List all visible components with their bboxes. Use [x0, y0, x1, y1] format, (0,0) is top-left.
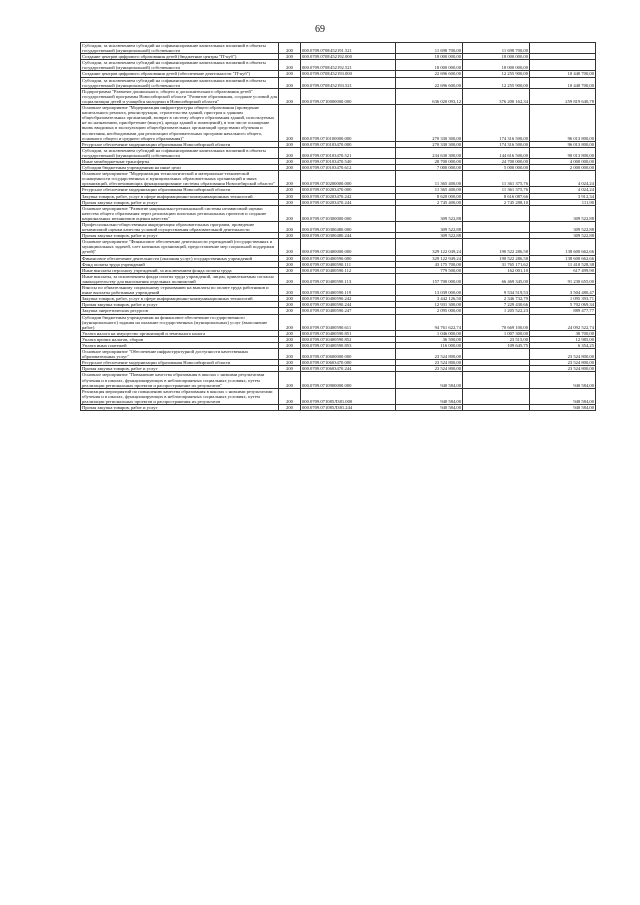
row-name-cell: Создание центров цифрового образования детей (бюджетные центры "IT-куб") [81, 54, 279, 60]
amount-remainder-cell: 309 522,88 [530, 233, 596, 239]
table-row [81, 273, 596, 284]
amount-executed-cell: 144 616 500,00 [463, 147, 530, 158]
grbs-code-cell: 200 [279, 71, 301, 77]
amount-remainder-cell: 10 440 700,00 [530, 77, 596, 88]
kbk-code-cell: 000.0709.0710100000.000 [301, 105, 396, 142]
row-name-cell: Прочая закупка товаров, работ и услуг [81, 366, 279, 372]
amount-executed-cell: 174 316 500,00 [463, 105, 530, 142]
amount-remainder-cell: 940 584,00 [530, 405, 596, 411]
table-row [81, 193, 596, 199]
grbs-code-cell: 200 [279, 366, 301, 372]
kbk-code-cell: 000.0709.0710400590.113 [301, 273, 396, 284]
amount-plan-cell: 234 630 300,00 [396, 147, 463, 158]
kbk-code-cell: 000.0709.0710400590.851 [301, 330, 396, 336]
kbk-code-cell: 000.0709.0710900000.000 [301, 372, 396, 388]
row-name-cell: Закупка товаров, работ, услуг в сфере информационно-коммуникационных технологий [81, 193, 279, 199]
amount-plan-cell: 11 698 700,00 [396, 43, 463, 54]
amount-remainder-cell: 12 985,00 [530, 336, 596, 342]
grbs-code-cell: 200 [279, 171, 301, 187]
table-row [81, 222, 596, 233]
kbk-code-cell: 000.0709.0710300000.000 [301, 205, 396, 221]
amount-executed-cell: 23 515,00 [463, 336, 530, 342]
amount-plan-cell: 22 696 600,00 [396, 77, 463, 88]
amount-plan-cell: 157 700 000,00 [396, 273, 463, 284]
grbs-code-cell: 200 [279, 314, 301, 330]
amount-executed-cell: 12 255 900,00 [463, 77, 530, 88]
amount-plan-cell: 7 000 000,00 [396, 165, 463, 171]
grbs-code-cell: 200 [279, 88, 301, 104]
amount-plan-cell: 329 122 049,24 [396, 239, 463, 255]
kbk-code-cell: 000.0709.0710600000.000 [301, 349, 396, 360]
kbk-code-cell: 000.0709.0710400590.852 [301, 336, 396, 342]
amount-executed-cell: 11 361 375,76 [463, 187, 530, 193]
amount-plan-cell: 116 000,00 [396, 342, 463, 348]
amount-remainder-cell: 940 584,00 [530, 388, 596, 404]
row-name-cell: Уплата прочих налогов, сборов [81, 336, 279, 342]
amount-plan-cell: 940 584,00 [396, 372, 463, 388]
amount-remainder-cell [530, 43, 596, 54]
amount-remainder-cell: 3 504 480,47 [530, 285, 596, 296]
amount-executed-cell: 18 000 000,00 [463, 60, 530, 71]
amount-plan-cell: 2 095 000,00 [396, 308, 463, 314]
amount-executed-cell: 2 745 288,10 [463, 199, 530, 205]
row-name-cell: Прочая закупка товаров, работ и услуг [81, 199, 279, 205]
row-name-cell: Основное мероприятие "Обеспечение инфраструктурной доступности качественных образовательных услуг" [81, 349, 279, 360]
table-row [81, 349, 596, 360]
kbk-code-cell: 000.0709.0710400000.000 [301, 239, 396, 255]
row-name-cell: Субсидии, за исключением субсидий на софинансирование капитальных вложений в объекты государственной (муниципальной) собственности [81, 43, 279, 54]
row-name-cell: Прочая закупка товаров, работ и услуг [81, 233, 279, 239]
amount-remainder-cell: 10 440 700,00 [530, 71, 596, 77]
kbk-code-cell: 000.0709.0710400590.242 [301, 296, 396, 302]
amount-executed-cell: 18 000 000,00 [463, 54, 530, 60]
kbk-code-cell: 000.0709.0710203470.242 [301, 193, 396, 199]
amount-plan-cell: 270 330 300,00 [396, 141, 463, 147]
row-name-cell: Закупка товаров, работ, услуг в сфере информационно-коммуникационных технологий [81, 296, 279, 302]
amount-remainder-cell: 4 000 000,00 [530, 158, 596, 164]
grbs-code-cell: 200 [279, 372, 301, 388]
amount-plan-cell: 13 039 000,00 [396, 285, 463, 296]
grbs-code-cell: 200 [279, 261, 301, 267]
amount-plan-cell: 309 522,88 [396, 222, 463, 233]
grbs-code-cell: 200 [279, 336, 301, 342]
grbs-code-cell: 200 [279, 360, 301, 366]
amount-remainder-cell: 4 024,24 [530, 187, 596, 193]
amount-plan-cell: 11 365 400,00 [396, 171, 463, 187]
grbs-code-cell: 200 [279, 193, 301, 199]
kbk-code-cell: 000.0709.0710400590.000 [301, 255, 396, 261]
amount-plan-cell: 8 620 000,00 [396, 193, 463, 199]
kbk-code-cell: 000.0709.0710400590.611 [301, 314, 396, 330]
row-name-cell: Прочая закупка товаров, работ и услуг [81, 302, 279, 308]
kbk-code-cell: 000.0709.0710400590.112 [301, 267, 396, 273]
table-row [81, 187, 596, 193]
grbs-code-cell: 200 [279, 158, 301, 164]
amount-plan-cell: 2 745 400,00 [396, 199, 463, 205]
amount-plan-cell: 309 522,88 [396, 205, 463, 221]
row-name-cell: Субсидии, за исключением субсидий на софинансирование капитальных вложений в объекты государственной (муниципальной) собственности [81, 77, 279, 88]
amount-plan-cell: 23 524 800,00 [396, 349, 463, 360]
amount-remainder-cell: 2 000 000,00 [530, 165, 596, 171]
grbs-code-cell: 200 [279, 187, 301, 193]
grbs-code-cell: 200 [279, 330, 301, 336]
kbk-code-cell: 000.0709.0710400590.244 [301, 302, 396, 308]
amount-remainder-cell: 940 584,00 [530, 372, 596, 388]
amount-executed-cell [463, 222, 530, 233]
row-name-cell: Ресурсное обеспечение модернизации образования Новосибирской области [81, 187, 279, 193]
table-row [81, 267, 596, 273]
row-name-cell: Основное мероприятие "Финансовое обеспечение деятельности учреждений (государственных и муниципальных задачей, слет казенных организаций, предоставление мер социальной поддержки детей)" [81, 239, 279, 255]
kbk-code-cell: 000.0709.070E452192.000 [301, 54, 396, 60]
amount-plan-cell: 94 761 622,74 [396, 314, 463, 330]
table-row [81, 405, 596, 411]
kbk-code-cell: 000.0709.070E452193.521 [301, 77, 396, 88]
table-row [81, 296, 596, 302]
kbk-code-cell: 000.0709.0710400590.247 [301, 308, 396, 314]
grbs-code-cell: 200 [279, 77, 301, 88]
amount-executed-cell: 190 522 286,58 [463, 255, 530, 261]
grbs-code-cell: 200 [279, 43, 301, 54]
row-name-cell: Профессионально-общественная аккредитация образовательных программ, проведение независимой оценки качества условий осуществления образовательной деятельности [81, 222, 279, 233]
amount-remainder-cell [530, 60, 596, 71]
amount-plan-cell: 18 000 000,00 [396, 60, 463, 71]
row-name-cell: Основное мероприятие "Развитие национально-региональной системы независимой оценки качества общего образования через реализацию пилотных региональных проектов и создание национальных механизмов оценки качества" [81, 205, 279, 221]
amount-plan-cell: 22 696 600,00 [396, 71, 463, 77]
grbs-code-cell: 200 [279, 141, 301, 147]
table-row [81, 141, 596, 147]
amount-plan-cell: 28 700 000,00 [396, 158, 463, 164]
amount-remainder-cell: 96 013 800,00 [530, 105, 596, 142]
grbs-code-cell: 200 [279, 388, 301, 404]
budget-table-body [81, 43, 596, 411]
amount-executed-cell: 7 229 430,66 [463, 302, 530, 308]
amount-remainder-cell: 96 013 800,00 [530, 141, 596, 147]
row-name-cell: Закупка энергетических ресурсов [81, 308, 279, 314]
grbs-code-cell: 200 [279, 239, 301, 255]
amount-plan-cell: 43 175 700,00 [396, 261, 463, 267]
row-name-cell: Субсидии бюджетным учреждениям на финансовое обеспечение государственного (муниципального) задания на оказание государственных (муниципальных) услуг (выполнение работ) [81, 314, 279, 330]
amount-executed-cell: 11 698 700,00 [463, 43, 530, 54]
kbk-code-cell: 000.0709.070E452191.521 [301, 43, 396, 54]
table-row [81, 165, 596, 171]
amount-executed-cell: 9 534 519,53 [463, 285, 530, 296]
amount-remainder-cell: 23 524 800,00 [530, 349, 596, 360]
grbs-code-cell: 200 [279, 255, 301, 261]
row-name-cell: Субсидии бюджетным учреждениям на иные цели [81, 165, 279, 171]
grbs-code-cell: 200 [279, 105, 301, 142]
amount-executed-cell: 11 361 375,76 [463, 171, 530, 187]
grbs-code-cell: 200 [279, 285, 301, 296]
table-row [81, 239, 596, 255]
amount-remainder-cell: 23 524 800,00 [530, 360, 596, 366]
amount-plan-cell: 12 931 300,00 [396, 302, 463, 308]
amount-remainder-cell: 309 522,88 [530, 222, 596, 233]
amount-executed-cell: 2 346 732,79 [463, 296, 530, 302]
amount-remainder-cell: 90 013 800,00 [530, 147, 596, 158]
table-row [81, 285, 596, 296]
kbk-code-cell: 000.0709.0710400590.111 [301, 261, 396, 267]
amount-executed-cell: 24 700 000,00 [463, 158, 530, 164]
page-number: 69 [315, 24, 325, 35]
amount-executed-cell: 12 255 900,00 [463, 71, 530, 77]
grbs-code-cell: 200 [279, 205, 301, 221]
amount-remainder-cell: 889 477,77 [530, 308, 596, 314]
grbs-code-cell: 200 [279, 233, 301, 239]
row-name-cell: Реализация мероприятий по повышению качества образования в школах с низкими результатами обучения и в школах, функционирующих в неблагоприятных социальных условиях, путем реализации региональных проектов и распространения их результатов [81, 388, 279, 404]
amount-executed-cell: 70 669 100,00 [463, 314, 530, 330]
amount-remainder-cell: 24 092 522,74 [530, 314, 596, 330]
budget-table-container [80, 42, 594, 411]
row-name-cell: Взносы по обязательному социальному страхованию на выплаты по оплате труда работников и иные выплаты работникам учреждений [81, 285, 279, 296]
amount-executed-cell: 190 522 286,58 [463, 239, 530, 255]
row-name-cell: Иные выплаты персоналу учреждений, за исключением фонда оплаты труда [81, 267, 279, 273]
table-row [81, 88, 596, 104]
kbk-code-cell: 000.0709.070E452193.000 [301, 71, 396, 77]
amount-plan-cell: 18 000 000,00 [396, 54, 463, 60]
table-row [81, 71, 596, 77]
table-row [81, 205, 596, 221]
kbk-code-cell: 000.0709.0710103470.521 [301, 147, 396, 158]
kbk-code-cell: 000.0709.070E452192.521 [301, 60, 396, 71]
table-row [81, 171, 596, 187]
row-name-cell: Ресурсное обеспечение модернизации образования Новосибирской области [81, 360, 279, 366]
amount-executed-cell [463, 388, 530, 404]
table-row [81, 314, 596, 330]
amount-remainder-cell: 5 702 069,34 [530, 302, 596, 308]
kbk-code-cell: 000.0709.0710203470.000 [301, 187, 396, 193]
row-name-cell: Подпрограмма "Развитие дошкольного, общего и дополнительного образования детей" государственной программы Новосибирской области "Развитие образования, создание условий для социализации детей и учащейся молодежи в Новосибирской области" [82, 88, 277, 104]
table-row [81, 43, 596, 54]
amount-executed-cell: 1 205 522,23 [463, 308, 530, 314]
grbs-code-cell: 200 [279, 267, 301, 273]
grbs-code-cell: 200 [279, 60, 301, 71]
amount-executed-cell [463, 205, 530, 221]
amount-executed-cell: 66 469 345,00 [463, 273, 530, 284]
amount-plan-cell: 270 330 300,00 [396, 105, 463, 142]
amount-executed-cell [463, 405, 530, 411]
table-row [81, 255, 596, 261]
kbk-code-cell: 000.0709.071085Л381.000 [301, 388, 396, 404]
amount-remainder-cell: 617 499,90 [530, 267, 596, 273]
amount-plan-cell: 1 046 000,00 [396, 330, 463, 336]
amount-remainder-cell: 91 230 655,00 [530, 273, 596, 284]
amount-remainder-cell: 38 700,00 [530, 330, 596, 336]
amount-executed-cell [463, 372, 530, 388]
grbs-code-cell: 200 [279, 199, 301, 205]
row-name-cell: Уплата иных платежей [81, 342, 279, 348]
kbk-code-cell: 000.0709.0710103470.000 [301, 141, 396, 147]
amount-executed-cell: 174 316 500,00 [463, 141, 530, 147]
amount-executed-cell: 109 645,75 [463, 342, 530, 348]
row-name-cell: Субсидии, за исключением субсидий на софинансирование капитальных вложений в объекты государственной (муниципальной) собственности [81, 60, 279, 71]
row-name-cell: Фонд оплаты труда учреждений [81, 261, 279, 267]
row-name-cell: Иные межбюджетные трансферты [81, 158, 279, 164]
amount-remainder-cell: 259 819 640,78 [530, 88, 596, 104]
kbk-code-cell: 000.0709.0710000000.000 [301, 88, 396, 104]
kbk-code-cell: 000.0709.0710203470.244 [301, 199, 396, 205]
grbs-code-cell: 200 [279, 165, 301, 171]
amount-remainder-cell: 6 354,25 [530, 342, 596, 348]
amount-executed-cell: 31 765 171,62 [463, 261, 530, 267]
amount-plan-cell: 309 522,88 [396, 233, 463, 239]
table-row [81, 147, 596, 158]
kbk-code-cell: 000.0709.0710400590.119 [301, 285, 396, 296]
kbk-code-cell: 000.0709.0710300480.000 [301, 222, 396, 233]
grbs-code-cell: 200 [279, 308, 301, 314]
amount-executed-cell: 1 007 300,00 [463, 330, 530, 336]
grbs-code-cell: 200 [279, 147, 301, 158]
amount-remainder-cell: 23 524 800,00 [530, 366, 596, 372]
table-row [81, 388, 596, 404]
amount-remainder-cell: 4 024,24 [530, 171, 596, 187]
grbs-code-cell: 200 [279, 273, 301, 284]
amount-plan-cell: 23 524 800,00 [396, 366, 463, 372]
kbk-code-cell: 000.0709.0710200000.000 [301, 171, 396, 187]
amount-plan-cell: 940 584,00 [396, 388, 463, 404]
kbk-code-cell: 000.0709.0710603470.244 [301, 366, 396, 372]
row-name-cell: Финансовое обеспечение деятельности (оказания услуг) государственных учреждений [81, 255, 279, 261]
row-name-cell: Основное мероприятие "Повышение качества образования в школах с низкими результатами обучения и в школах, функционирующих в неблагоприятных социальных условиях, путем реализации региональных проектов и распространение их результатов" [81, 372, 279, 388]
amount-plan-cell: 940 584,00 [396, 405, 463, 411]
row-name-cell: Субсидии, за исключением субсидий на софинансирование капитальных вложений в объекты государственной (муниципальной) собственности [81, 147, 279, 158]
row-name-cell: Основное мероприятие "Модернизация технологической и материально-технической оснащенности государственных и муниципальных образовательных организаций и иных организаций, обеспечивающих функционирование системы образования Новосибирской области" [81, 171, 279, 187]
kbk-code-cell: 000.0709.0710603470.000 [301, 360, 396, 366]
kbk-code-cell: 000.0709.071085Л381.244 [301, 405, 396, 411]
amount-executed-cell: 8 616 087,66 [463, 193, 530, 199]
amount-plan-cell: 329 122 949,24 [396, 255, 463, 261]
amount-remainder-cell: 11 410 528,38 [530, 261, 596, 267]
table-row [81, 372, 596, 388]
row-name-cell: Создание центров цифрового образования детей (обеспечение деятельности "IT-куб") [81, 71, 279, 77]
amount-executed-cell: 162 001,10 [463, 267, 530, 273]
amount-plan-cell: 779 500,00 [396, 267, 463, 273]
grbs-code-cell: 200 [279, 405, 301, 411]
amount-plan-cell: 23 524 800,00 [396, 360, 463, 366]
grbs-code-cell: 200 [279, 302, 301, 308]
amount-executed-cell [463, 349, 530, 360]
table-row [81, 330, 596, 336]
kbk-code-cell: 000.0709.0710103470.540 [301, 158, 396, 164]
grbs-code-cell: 200 [279, 54, 301, 60]
row-name-cell: Основное мероприятие "Модернизация инфраструктуры общего образования (проведение капитального ремонта, реконструкции, строительства зданий, пристроя к зданиям общеобразовательных организаций, возврат в систему общего образования зданий, используемых не по назначению, приобретение (выкуп), аренда зданий и помещений), в том числе оснащение вновь вводимых в эксплуатацию общеобразовательных организаций средствами обучения и воспитания, необходимыми для реализации образовательных программ начального общего, основного общего и среднего общего образования)" [81, 105, 279, 142]
amount-plan-cell: 36 500,00 [396, 336, 463, 342]
grbs-code-cell: 200 [279, 222, 301, 233]
amount-remainder-cell: 309 522,88 [530, 205, 596, 221]
grbs-code-cell: 200 [279, 342, 301, 348]
amount-executed-cell: 5 000 000,00 [463, 165, 530, 171]
amount-remainder-cell: 138 600 662,66 [530, 255, 596, 261]
kbk-code-cell: 000.0709.0710300480.244 [301, 233, 396, 239]
table-row [81, 105, 596, 142]
table-row [81, 60, 596, 71]
amount-executed-cell: 376 200 162,34 [463, 88, 530, 104]
kbk-code-cell: 000.0709.0710400590.853 [301, 342, 396, 348]
amount-remainder-cell: 138 600 662,66 [530, 239, 596, 255]
row-name-cell: Иные выплаты, за исключением фонда оплаты труда учреждений, лицам, привлекаемым согласно законодательству для выполнения отдельных полномочий [81, 273, 279, 284]
grbs-code-cell: 200 [279, 296, 301, 302]
budget-table [80, 42, 596, 411]
amount-remainder-cell: 1 095 393,71 [530, 296, 596, 302]
amount-remainder-cell: 3 912,34 [530, 193, 596, 199]
row-name-cell: Ресурсное обеспечение модернизации образования Новосибирской области [81, 141, 279, 147]
row-name-cell: Прочая закупка товаров, работ и услуг [81, 405, 279, 411]
amount-plan-cell: 3 442 126,50 [396, 296, 463, 302]
kbk-code-cell: 000.0709.0710103470.612 [301, 165, 396, 171]
table-row [81, 77, 596, 88]
amount-remainder-cell: 111,90 [530, 199, 596, 205]
amount-plan-cell: 11 365 400,00 [396, 187, 463, 193]
amount-plan-cell: 636 020 093,12 [396, 88, 463, 104]
table-row [81, 54, 596, 60]
row-name-cell: Уплата налога на имущество организаций и земельного налога [81, 330, 279, 336]
grbs-code-cell: 200 [279, 349, 301, 360]
